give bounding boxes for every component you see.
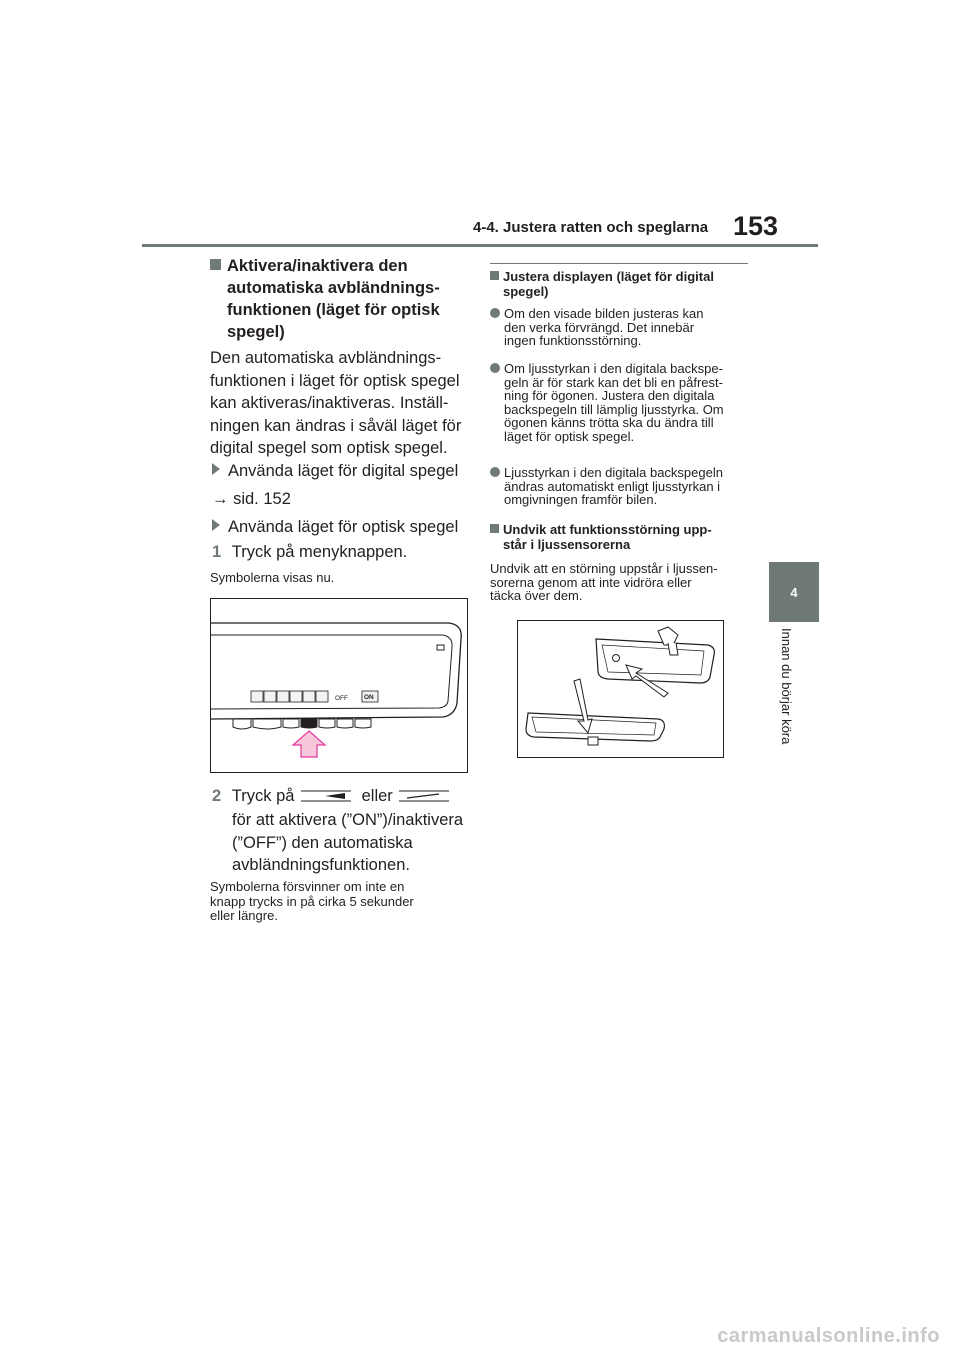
heading-line: Undvik att funktionsstörning upp- (503, 522, 712, 537)
step-2 (212, 785, 451, 808)
note-line: knapp trycks in på cirka 5 sekunder (210, 893, 414, 909)
bullet-line: ning för ögonen. Justera den digitala (504, 388, 715, 404)
heading-line: funktionen (läget för optisk (227, 301, 440, 319)
bullet-line: Ljusstyrkan i den digitala backspegeln (504, 465, 723, 480)
arrow-right-icon: → (212, 490, 229, 508)
bullet-line: Om den visade bilden justeras kan (504, 306, 704, 321)
reference-text: sid. 152 (233, 490, 291, 508)
step-number: 1 (212, 543, 222, 561)
page-reference[interactable] (212, 488, 291, 511)
bullet-3 (490, 466, 723, 507)
triangle-bullet-icon (212, 463, 220, 475)
bullet-line: geln är för stark kan det bli en påfrest- (504, 374, 723, 390)
heading-line: Justera displayen (läget för digital (503, 269, 714, 284)
right-column-rule (490, 263, 748, 264)
note-symbols-shown: Symbolerna visas nu. (210, 570, 335, 585)
step-line: för att aktivera (”ON”)/inaktivera (232, 811, 464, 829)
para-line: kan aktiveras/inaktiveras. Inställ- (210, 394, 449, 412)
step-text: Tryck på (231, 787, 295, 805)
step-line: avbländningsfunktionen. (232, 856, 410, 874)
bullet-dot-icon (490, 467, 500, 477)
right-button-icon (397, 788, 451, 804)
chapter-title: Innan du börjar köra (779, 628, 794, 745)
step-line: (”OFF”) den automatiska (232, 833, 413, 852)
chapter-tab-number: 4 (790, 584, 798, 600)
page-number: 153 (733, 211, 779, 241)
section-title: 4-4. Justera ratten och speglarna (473, 219, 709, 236)
right-heading-sensors (490, 523, 712, 552)
press-arrow-icon (293, 731, 325, 757)
bullet-line: ögonen känns trötta ska du ändra till (504, 415, 714, 431)
chapter-title-vertical (779, 628, 809, 768)
mirror-off-label: OFF (335, 695, 348, 702)
heading-line: står i ljussensorerna (503, 536, 631, 552)
header-rule (142, 244, 818, 247)
heading-square-icon (490, 271, 499, 280)
bullet-line: omgivningen framför bilen. (504, 492, 658, 508)
chapter-tab[interactable] (769, 562, 819, 622)
heading-square-icon (210, 259, 221, 270)
bullet-line: backspegeln till lämplig ljusstyrka. Om (504, 401, 724, 417)
left-button-icon (299, 788, 353, 804)
mirror-menu-figure (210, 598, 468, 773)
bullet-1 (490, 307, 703, 348)
para-line: ningen kan ändras i såväl läget för (210, 416, 462, 435)
step-number: 2 (212, 787, 222, 805)
heading-line: spegel) (503, 283, 549, 299)
bullet-dot-icon (490, 363, 500, 373)
step-1 (212, 541, 407, 564)
intro-paragraph (210, 347, 461, 460)
right-heading-display (490, 270, 714, 299)
left-heading (210, 255, 440, 343)
sub-heading-text: Använda läget för optisk spegel (228, 518, 459, 536)
heading-square-icon (490, 524, 499, 533)
sub-heading-digital (212, 460, 458, 483)
bullet-line: läget för optisk spegel. (504, 428, 635, 444)
note-symbols-disappear (210, 880, 414, 924)
para-line: Den automatiska avbländnings- (210, 349, 442, 367)
watermark-text: carmanualsonline.info (717, 1325, 940, 1347)
light-sensor-illustration (518, 621, 723, 757)
heading-line: automatiska avbländnings- (227, 279, 440, 297)
light-sensor-figure (517, 620, 724, 758)
para-line: sorerna genom att inte vidröra eller (490, 574, 692, 590)
bullet-line: Om ljusstyrkan i den digitala backspe- (504, 361, 723, 376)
bullet-2 (490, 362, 724, 444)
note-line: eller längre. (210, 908, 278, 923)
bullet-line: den verka förvrängd. Det innebär (504, 319, 695, 335)
step-text: eller (361, 787, 393, 805)
para-line: Undvik att en störning uppstår i ljussen- (490, 561, 718, 576)
heading-line: Aktivera/inaktivera den (227, 257, 408, 275)
sensors-paragraph (490, 562, 718, 603)
bullet-line: ändras automatiskt enligt ljusstyrkan i (504, 478, 721, 494)
mirror-on-label: ON (364, 694, 374, 701)
note-line: Symbolerna försvinner om inte en (210, 879, 405, 894)
para-line: funktionen i läget för optisk spegel (210, 371, 460, 390)
step-2-continued (232, 809, 463, 877)
sub-heading-text: Använda läget för digital spegel (228, 462, 459, 480)
triangle-bullet-icon (212, 519, 220, 531)
para-line: digital spegel som optisk spegel. (210, 439, 448, 457)
para-line: täcka över dem. (490, 588, 583, 604)
mirror-menu-illustration (211, 599, 467, 772)
bullet-line: ingen funktionsstörning. (504, 333, 642, 349)
sub-heading-optical (212, 516, 458, 539)
bullet-dot-icon (490, 308, 500, 318)
step-text: Tryck på menyknappen. (231, 543, 408, 561)
heading-line: spegel) (227, 323, 285, 341)
